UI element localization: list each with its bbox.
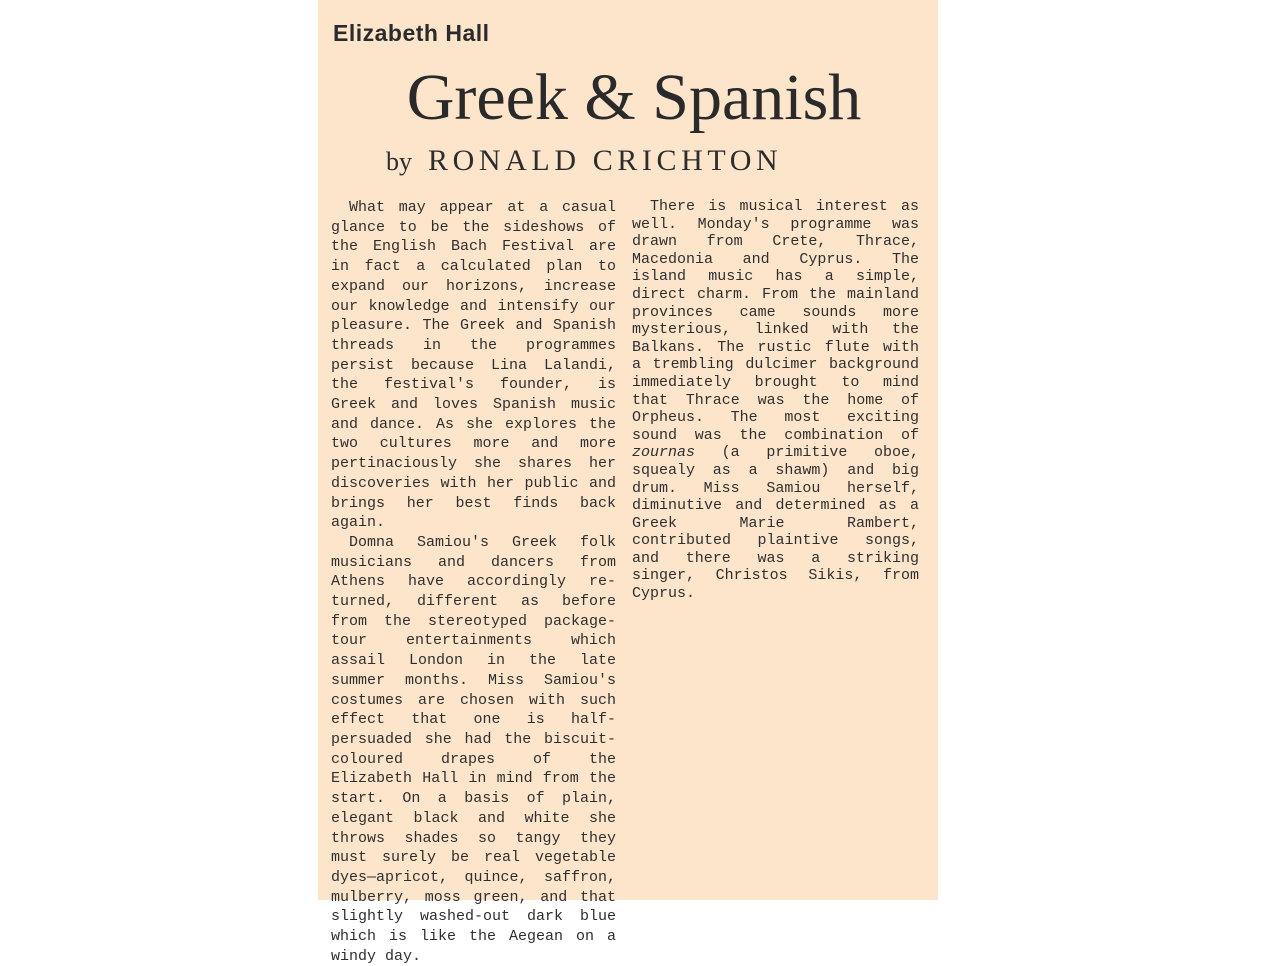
byline-prefix: by (386, 147, 412, 176)
headline: Greek & Spanish (406, 61, 862, 134)
paragraph: What may appear at a casual glance to be the sideshows of the English Bach Festival are in fact a calculated plan to expand our horizons, increase our knowledge and intensify our pleasure. The Greek and Spanish threads in the programmes persist because Lina Lalandi, the festival's founder, is Greek and loves Spanish music and dance. As she explores the two cultures more and more pertinaciously she shares her discoveries with her public and brings her best finds back again. (331, 199, 616, 532)
newspaper-clipping (318, 0, 938, 965)
paragraph-text: There is musical interest as well. Monday's programme was drawn from Crete, Thrace, Macedonia and Cyprus. The island music has a simple, direct charm. From the mainland provinces came sounds more mysterious, linked with the Balkans. The rustic flute with a trembling dulcimer background immediately brought to mind that Thrace was the home of Orpheus. The most exciting sound was the combination of (632, 198, 919, 444)
section-kicker: Elizabeth Hall (333, 20, 490, 46)
byline (386, 144, 782, 178)
article-column-left (331, 198, 616, 966)
paragraph-text: (a primitive oboe, squealy as a shawm) and big drum. Miss Samiou herself, diminutive and determined as a Greek Marie Rambert, contributed plaintive songs, and there was a striking singer, Christos Sikis, from Cyprus. (632, 444, 919, 603)
italic-term: zournas (632, 444, 696, 462)
article-column-right (632, 198, 919, 603)
paragraph (632, 198, 919, 603)
author-name: RONALD CRICHTON (428, 144, 783, 177)
paragraph: Domna Samiou's Greek folk musicians and dancers from Athens have accordingly returned, different as before from the stereotyped package-tour entertainments which assail London in the late summer months. Miss Samiou's costumes are chosen with such effect that one is half-persuaded she had the biscuit-coloured drapes of the Elizabeth Hall in mind from the start. On a basis of plain, elegant black and white she throws shades so tangy they must surely be real vegetable dyes—apricot, quince, saffron, mulberry, moss green, and that slightly washed-out dark blue which is like the Aegean on a windy day. (331, 533, 616, 965)
